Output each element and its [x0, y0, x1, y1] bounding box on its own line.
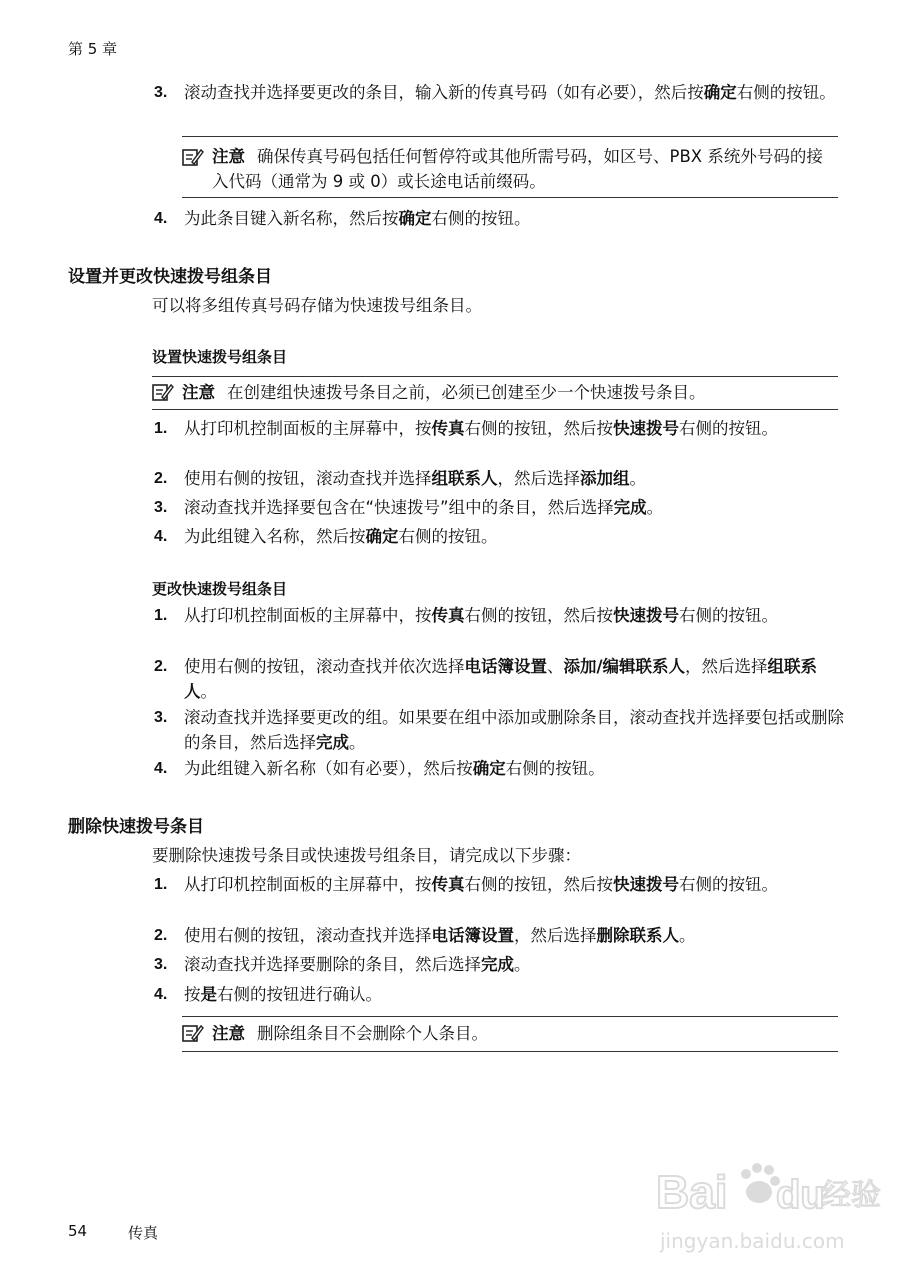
step-number: 4. [154, 210, 168, 227]
note-icon [152, 382, 174, 402]
step-item: 1. 从打印机控制面板的主屏幕中，按传真右侧的按钮，然后按快速拨号右侧的按钮。 [154, 875, 778, 894]
step-item: 1. 从打印机控制面板的主屏幕中，按传真右侧的按钮，然后按快速拨号右侧的按钮。 [154, 419, 778, 438]
subsection-heading: 设置快速拨号组条目 [152, 348, 288, 366]
note-box [182, 1016, 838, 1052]
note-label: 注意 [212, 1024, 245, 1043]
section-description: 要删除快速拨号条目或快速拨号组条目，请完成以下步骤： [152, 846, 581, 865]
step-item: 3. 滚动查找并选择要更改的组。如果要在组中添加或删除条目，滚动查找并选择要包括或删除的条目，然后选择完成。 [154, 708, 844, 752]
step-item: 3. 滚动查找并选择要删除的条目，然后选择完成。 [154, 955, 531, 974]
section-heading: 设置并更改快速拨号组条目 [68, 267, 272, 287]
step-number: 3. [154, 84, 168, 101]
step-item: 2. 使用右侧的按钮，滚动查找并选择电话簿设置，然后选择删除联系人。 [154, 926, 696, 945]
subsection-heading: 更改快速拨号组条目 [152, 580, 288, 598]
note-box [152, 376, 838, 410]
step-item: 4. 按是右侧的按钮进行确认。 [154, 985, 382, 1004]
note-label: 注意 [212, 147, 245, 166]
note-text: 在创建组快速拨号条目之前，必须已创建至少一个快速拨号条目。 [227, 383, 706, 402]
note-icon [182, 1023, 204, 1043]
step-item: 2. 使用右侧的按钮，滚动查找并选择组联系人，然后选择添加组。 [154, 469, 646, 488]
step-item: 4. 为此组键入新名称（如有必要），然后按确定右侧的按钮。 [154, 759, 605, 778]
paw-icon [741, 1163, 780, 1203]
note-text: 删除组条目不会删除个人条目。 [257, 1024, 488, 1043]
intro-step-4: 4. 为此条目键入新名称，然后按确定右侧的按钮。 [184, 206, 844, 231]
footer-section: 传真 [128, 1224, 159, 1242]
baidu-watermark [656, 1150, 886, 1260]
section-heading: 删除快速拨号条目 [68, 817, 204, 837]
chapter-label: 第 5 章 [68, 40, 118, 58]
note-box [182, 136, 838, 198]
intro-step-3: 3. 滚动查找并选择要更改的条目，输入新的传真号码（如有必要），然后按确定右侧的按钮。 [184, 80, 844, 105]
step-item: 1. 从打印机控制面板的主屏幕中，按传真右侧的按钮，然后按快速拨号右侧的按钮。 [154, 606, 778, 625]
watermark-url: jingyan.baidu.com [660, 1229, 845, 1253]
step-item: 4. 为此组键入名称，然后按确定右侧的按钮。 [154, 527, 498, 546]
watermark-brand-2: du [776, 1173, 825, 1217]
step-item: 3. 滚动查找并选择要包含在“快速拨号”组中的条目，然后选择完成。 [154, 498, 664, 517]
note-text: 确保传真号码包括任何暂停符或其他所需号码，如区号、PBX 系统外号码的接入代码（通常为 9 或 0）或长途电话前缀码。 [212, 147, 823, 191]
page-number: 54 [68, 1222, 88, 1240]
watermark-brand: Bai [656, 1166, 728, 1218]
section-description: 可以将多组传真号码存储为快速拨号组条目。 [152, 296, 482, 315]
watermark-suffix: 经验 [821, 1178, 881, 1213]
note-icon [182, 147, 204, 167]
note-label: 注意 [182, 383, 215, 402]
step-item: 2. 使用右侧的按钮，滚动查找并依次选择电话簿设置、添加/编辑联系人，然后选择组联系人。 [154, 657, 818, 701]
